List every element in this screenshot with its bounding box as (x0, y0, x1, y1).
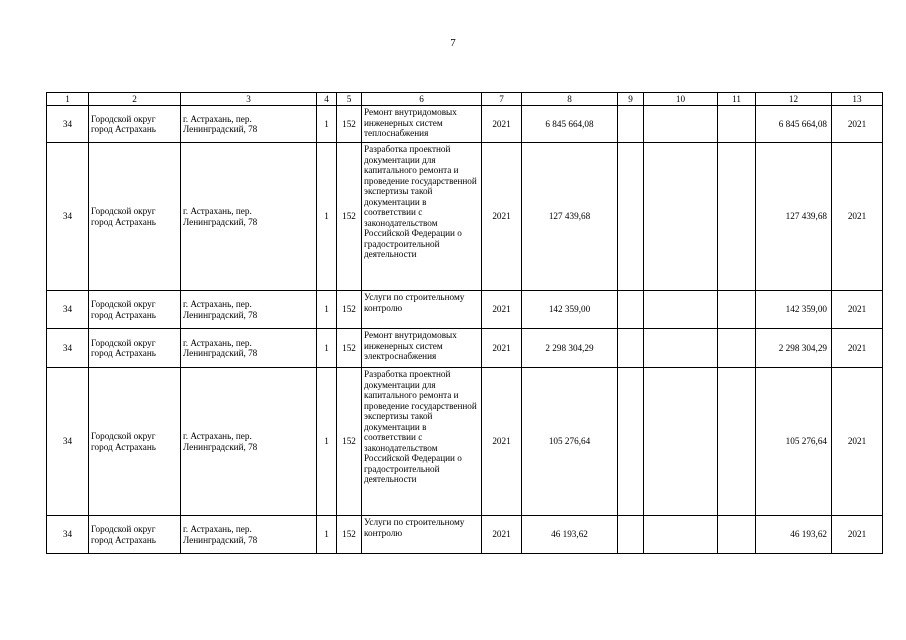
address-cell: г. Астрахань, пер. Ленинградский, 78 (181, 329, 317, 368)
completion-year-cell: 2021 (832, 368, 883, 516)
page-number: 7 (450, 37, 456, 49)
address-cell: г. Астрахань, пер. Ленинградский, 78 (181, 106, 317, 143)
column-header: 9 (618, 93, 644, 106)
total-cell: 2 298 304,29 (756, 329, 832, 368)
col11-cell (718, 291, 756, 329)
col10-cell (644, 329, 718, 368)
address-cell: г. Астрахань, пер. Ленинградский, 78 (181, 143, 317, 291)
completion-year-cell: 2021 (832, 291, 883, 329)
col4-cell: 1 (317, 143, 337, 291)
year-cell: 2021 (482, 106, 522, 143)
municipality-cell: Городской округ город Астрахань (89, 368, 181, 516)
municipality-cell: Городской округ город Астрахань (89, 516, 181, 554)
column-header: 12 (756, 93, 832, 106)
col4-cell: 1 (317, 516, 337, 554)
column-header: 10 (644, 93, 718, 106)
column-header: 3 (181, 93, 317, 106)
row-number: 34 (47, 106, 89, 143)
col9-cell (618, 516, 644, 554)
year-cell: 2021 (482, 291, 522, 329)
col9-cell (618, 291, 644, 329)
completion-year-cell: 2021 (832, 329, 883, 368)
year-cell: 2021 (482, 329, 522, 368)
col9-cell (618, 329, 644, 368)
col5-cell: 152 (337, 143, 362, 291)
municipality-cell: Городской округ город Астрахань (89, 106, 181, 143)
col4-cell: 1 (317, 329, 337, 368)
total-cell: 46 193,62 (756, 516, 832, 554)
cost-cell: 127 439,68 (522, 143, 618, 291)
address-cell: г. Астрахань, пер. Ленинградский, 78 (181, 368, 317, 516)
municipality-cell: Городской округ город Астрахань (89, 329, 181, 368)
column-header: 7 (482, 93, 522, 106)
table-row (47, 368, 883, 516)
col5-cell: 152 (337, 106, 362, 143)
col4-cell: 1 (317, 368, 337, 516)
work-type-cell: Услуги по строительному контролю (362, 291, 482, 329)
col10-cell (644, 106, 718, 143)
row-number: 34 (47, 368, 89, 516)
col10-cell (644, 291, 718, 329)
col5-cell: 152 (337, 368, 362, 516)
work-type-cell: Разработка проектной документации для капитального ремонта и проведение государственной экспертизы такой документации в соответствии с законодательством Российской Федерации о градостроительной деятельности (362, 143, 482, 291)
total-cell: 6 845 664,08 (756, 106, 832, 143)
col9-cell (618, 368, 644, 516)
completion-year-cell: 2021 (832, 143, 883, 291)
cost-cell: 6 845 664,08 (522, 106, 618, 143)
table-row (47, 516, 883, 554)
total-cell: 142 359,00 (756, 291, 832, 329)
col11-cell (718, 106, 756, 143)
work-type-cell: Ремонт внутридомовых инженерных систем электроснабжения (362, 329, 482, 368)
total-cell: 105 276,64 (756, 368, 832, 516)
cost-cell: 2 298 304,29 (522, 329, 618, 368)
completion-year-cell: 2021 (832, 516, 883, 554)
address-cell: г. Астрахань, пер. Ленинградский, 78 (181, 291, 317, 329)
year-cell: 2021 (482, 368, 522, 516)
work-type-cell: Услуги по строительному контролю (362, 516, 482, 554)
col9-cell (618, 143, 644, 291)
col5-cell: 152 (337, 329, 362, 368)
cost-cell: 105 276,64 (522, 368, 618, 516)
col5-cell: 152 (337, 291, 362, 329)
program-table (46, 92, 883, 554)
row-number: 34 (47, 516, 89, 554)
municipality-cell: Городской округ город Астрахань (89, 143, 181, 291)
col10-cell (644, 143, 718, 291)
col5-cell: 152 (337, 516, 362, 554)
column-header: 13 (832, 93, 883, 106)
col10-cell (644, 516, 718, 554)
table-row (47, 106, 883, 143)
year-cell: 2021 (482, 516, 522, 554)
municipality-cell: Городской округ город Астрахань (89, 291, 181, 329)
col9-cell (618, 106, 644, 143)
table-row (47, 291, 883, 329)
col4-cell: 1 (317, 291, 337, 329)
total-cell: 127 439,68 (756, 143, 832, 291)
cost-cell: 46 193,62 (522, 516, 618, 554)
table-row (47, 143, 883, 291)
column-header: 8 (522, 93, 618, 106)
row-number: 34 (47, 291, 89, 329)
address-cell: г. Астрахань, пер. Ленинградский, 78 (181, 516, 317, 554)
col11-cell (718, 329, 756, 368)
cost-cell: 142 359,00 (522, 291, 618, 329)
year-cell: 2021 (482, 143, 522, 291)
column-header: 6 (362, 93, 482, 106)
column-header: 1 (47, 93, 89, 106)
completion-year-cell: 2021 (832, 106, 883, 143)
col11-cell (718, 143, 756, 291)
col4-cell: 1 (317, 106, 337, 143)
column-header: 2 (89, 93, 181, 106)
col11-cell (718, 516, 756, 554)
row-number: 34 (47, 143, 89, 291)
col11-cell (718, 368, 756, 516)
column-number-row (47, 93, 883, 106)
row-number: 34 (47, 329, 89, 368)
table-row (47, 329, 883, 368)
column-header: 4 (317, 93, 337, 106)
work-type-cell: Ремонт внутридомовых инженерных систем теплоснабжения (362, 106, 482, 143)
column-header: 5 (337, 93, 362, 106)
work-type-cell: Разработка проектной документации для капитального ремонта и проведение государственной экспертизы такой документации в соответствии с законодательством Российской Федерации о градостроительной деятельности (362, 368, 482, 516)
column-header: 11 (718, 93, 756, 106)
col10-cell (644, 368, 718, 516)
